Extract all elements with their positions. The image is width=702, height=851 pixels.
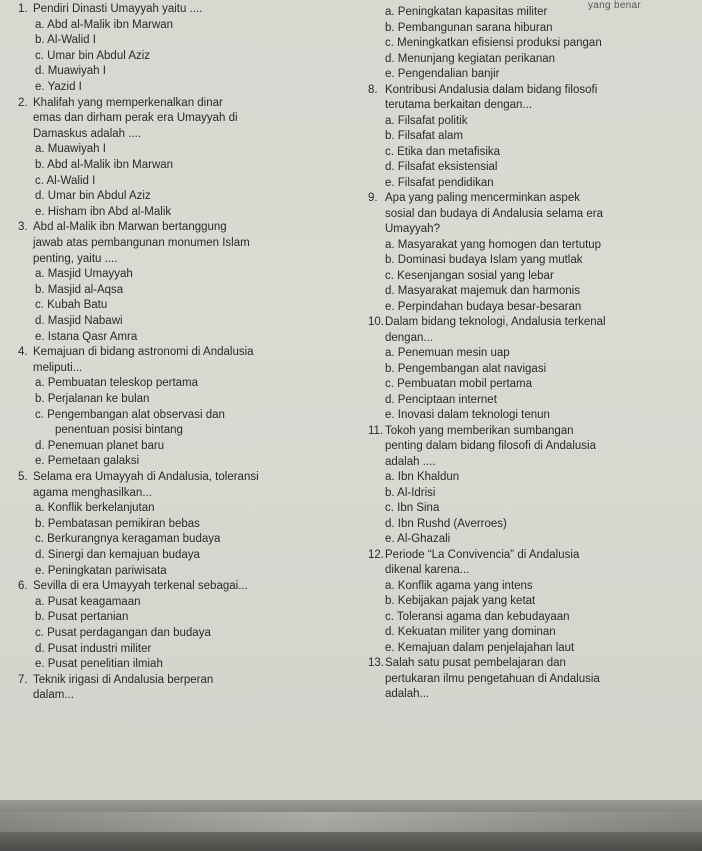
answer-option[interactable]: c. Etika dan metafisika [385,145,501,158]
question-text-line: Umayyah? [385,223,440,235]
question-text-line: penting, yaitu .... [33,252,118,265]
question-text-line: Abd al-Malik ibn Marwan bertanggung [33,221,227,234]
answer-option[interactable]: a. Masjid Umayyah [35,268,133,281]
question-number: 10. [368,316,384,328]
answer-option[interactable]: c. Kesenjangan sosial yang lebar [385,269,554,282]
question-text-line: Dalam bidang teknologi, Andalusia terkenal [385,316,606,328]
answer-option[interactable]: d. Kekuatan militer yang dominan [385,626,556,638]
answer-option[interactable]: b. Perjalanan ke bulan [35,393,150,405]
question-text-line: Sevilla di era Umayyah terkenal sebagai... [33,580,248,593]
answer-option[interactable]: d. Sinergi dan kemajuan budaya [35,549,200,561]
answer-option[interactable]: d. Filsafat eksistensial [385,161,498,173]
question-number: 2. [18,96,28,109]
answer-option[interactable]: c. Pengembangan alat observasi dan [35,408,225,421]
question-text-line: Salah satu pusat pembelajaran dan [385,657,566,669]
question-text-line: Teknik irigasi di Andalusia berperan [33,673,214,686]
answer-option[interactable]: d. Masjid Nabawi [35,315,123,327]
answer-option[interactable]: e. Pemetaan galaksi [35,455,140,468]
answer-option[interactable]: b. Pengembangan alat navigasi [385,362,547,375]
answer-option[interactable]: d. Penemuan planet baru [35,439,165,452]
answer-option[interactable]: a. Masyarakat yang homogen dan tertutup [385,238,602,251]
answer-option[interactable]: a. Peningkatan kapasitas militer [385,6,548,18]
answer-option[interactable]: c. Pusat perdagangan dan budaya [35,627,211,639]
question-number: 8. [368,83,378,96]
question-text-line: Kontribusi Andalusia dalam bidang filosofi [385,83,598,96]
question-text-line: dikenal karena... [385,564,470,576]
answer-option[interactable]: b. Al-Idrisi [385,486,436,499]
question-text-line: Tokoh yang memberikan sumbangan [385,424,574,437]
answer-option[interactable]: a. Ibn Khaldun [385,471,460,483]
question-text-line: Kemajuan di bidang astronomi di Andalusia [33,346,254,359]
answer-option[interactable]: b. Dominasi budaya Islam yang mutlak [385,254,583,266]
answer-option[interactable]: c. Toleransi agama dan kebudayaan [385,610,570,623]
answer-option[interactable]: b. Filsafat alam [385,130,463,142]
answer-option[interactable]: c. Kubah Batu [35,299,108,312]
answer-option[interactable]: a. Penemuan mesin uap [385,347,510,359]
answer-option[interactable]: d. Menunjang kegiatan perikanan [385,52,556,65]
question-text-line: Apa yang paling mencerminkan aspek [385,192,580,204]
answer-option[interactable]: b. Abd al-Malik ibn Marwan [35,159,174,171]
question-text-line: Pendiri Dinasti Umayyah yaitu .... [33,3,203,15]
question-number: 11. [368,424,384,437]
answer-option[interactable]: a. Konflik berkelanjutan [35,502,155,515]
question-text-line: sosial dan budaya di Andalusia selama era [385,207,604,220]
answer-option[interactable]: d. Umar bin Abdul Aziz [35,190,151,203]
answer-option[interactable]: a. Abd al-Malik ibn Marwan [35,18,174,31]
answer-option[interactable]: a. Muawiyah I [35,143,106,156]
answer-option[interactable]: b. Pembangunan sarana hiburan [385,21,553,34]
question-number: 6. [18,580,28,593]
question-number: 1. [18,3,28,15]
answer-option[interactable]: d. Pusat industri militer [35,642,152,655]
question-number: 12. [368,548,384,561]
answer-option[interactable]: e. Pusat penelitian ilmiah [35,658,163,671]
answer-option[interactable]: b. Pusat pertanian [35,611,129,624]
answer-option[interactable]: c. Berkurangnya keragaman budaya [35,533,221,546]
page-edge [0,812,702,832]
answer-option[interactable]: c. Ibn Sina [385,502,440,514]
answer-option[interactable]: e. Kemajuan dalam penjelajahan laut [385,641,575,654]
option-continuation[interactable]: penentuan posisi bintang [55,424,183,437]
question-text-line: jawab atas pembangunan monumen Islam [33,237,250,249]
answer-option[interactable]: e. Perpindahan budaya besar-besaran [385,300,582,313]
answer-option[interactable]: e. Peningkatan pariwisata [35,564,167,577]
answer-option[interactable]: b. Kebijakan pajak yang ketat [385,595,536,607]
answer-option[interactable]: b. Al-Walid I [35,34,96,47]
answer-option[interactable]: c. Meningkatkan efisiensi produksi pangan [385,37,602,49]
question-text-line: adalah... [385,688,430,700]
question-text-line: Khalifah yang memperkenalkan dinar [33,96,223,109]
answer-option[interactable]: e. Pengendalian banjir [385,68,500,80]
question-text-line: penting dalam bidang filosofi di Andalusia [385,440,596,452]
question-text-line: meliputi... [33,361,83,374]
answer-option[interactable]: e. Yazid I [35,81,82,93]
answer-option[interactable]: e. Inovasi dalam teknologi tenun [385,409,550,421]
answer-option[interactable]: b. Pembatasan pemikiran bebas [35,517,200,530]
question-text-line: terutama berkaitan dengan... [385,99,533,111]
answer-option[interactable]: a. Konflik agama yang intens [385,579,533,592]
answer-option[interactable]: a. Pembuatan teleskop pertama [35,377,199,390]
answer-option[interactable]: c. Umar bin Abdul Aziz [35,49,151,62]
question-number: 7. [18,673,28,686]
question-number: 9. [368,192,378,204]
answer-option[interactable]: e. Istana Qasr Amra [35,330,138,343]
question-text-line: adalah .... [385,455,436,468]
answer-option[interactable]: e. Al-Ghazali [385,533,451,545]
answer-option[interactable]: c. Al-Walid I [35,174,96,187]
question-number: 13. [368,657,384,669]
answer-option[interactable]: a. Pusat keagamaan [35,595,141,608]
question-number: 3. [18,221,28,234]
question-number: 5. [18,471,28,483]
answer-option[interactable]: c. Pembuatan mobil pertama [385,378,533,390]
question-text-line: Damaskus adalah .... [33,127,142,140]
answer-option[interactable]: b. Masjid al-Aqsa [35,283,124,296]
answer-option[interactable]: e. Filsafat pendidikan [385,176,494,189]
answer-option[interactable]: d. Masyarakat majemuk dan harmonis [385,285,580,297]
header-scrap: yang benar [588,0,642,11]
answer-option[interactable]: a. Filsafat politik [385,114,468,127]
question-text-line: Periode “La Convivencia” di Andalusia [385,548,580,561]
question-text-line: dengan... [385,331,433,344]
question-text-line: emas dan dirham perak era Umayyah di [33,112,238,125]
answer-option[interactable]: d. Ibn Rushd (Averroes) [385,517,507,530]
answer-option[interactable]: e. Hisham ibn Abd al-Malik [35,205,172,218]
question-text-line: Selama era Umayyah di Andalusia, toleransi [33,471,259,483]
question-number: 4. [18,346,28,359]
question-text-line: agama menghasilkan... [33,486,152,499]
answer-option[interactable]: d. Muawiyah I [35,65,106,78]
question-text-line: dalam... [33,689,74,702]
answer-option[interactable]: d. Penciptaan internet [385,393,497,406]
question-text-line: pertukaran ilmu pengetahuan di Andalusia [385,672,600,685]
